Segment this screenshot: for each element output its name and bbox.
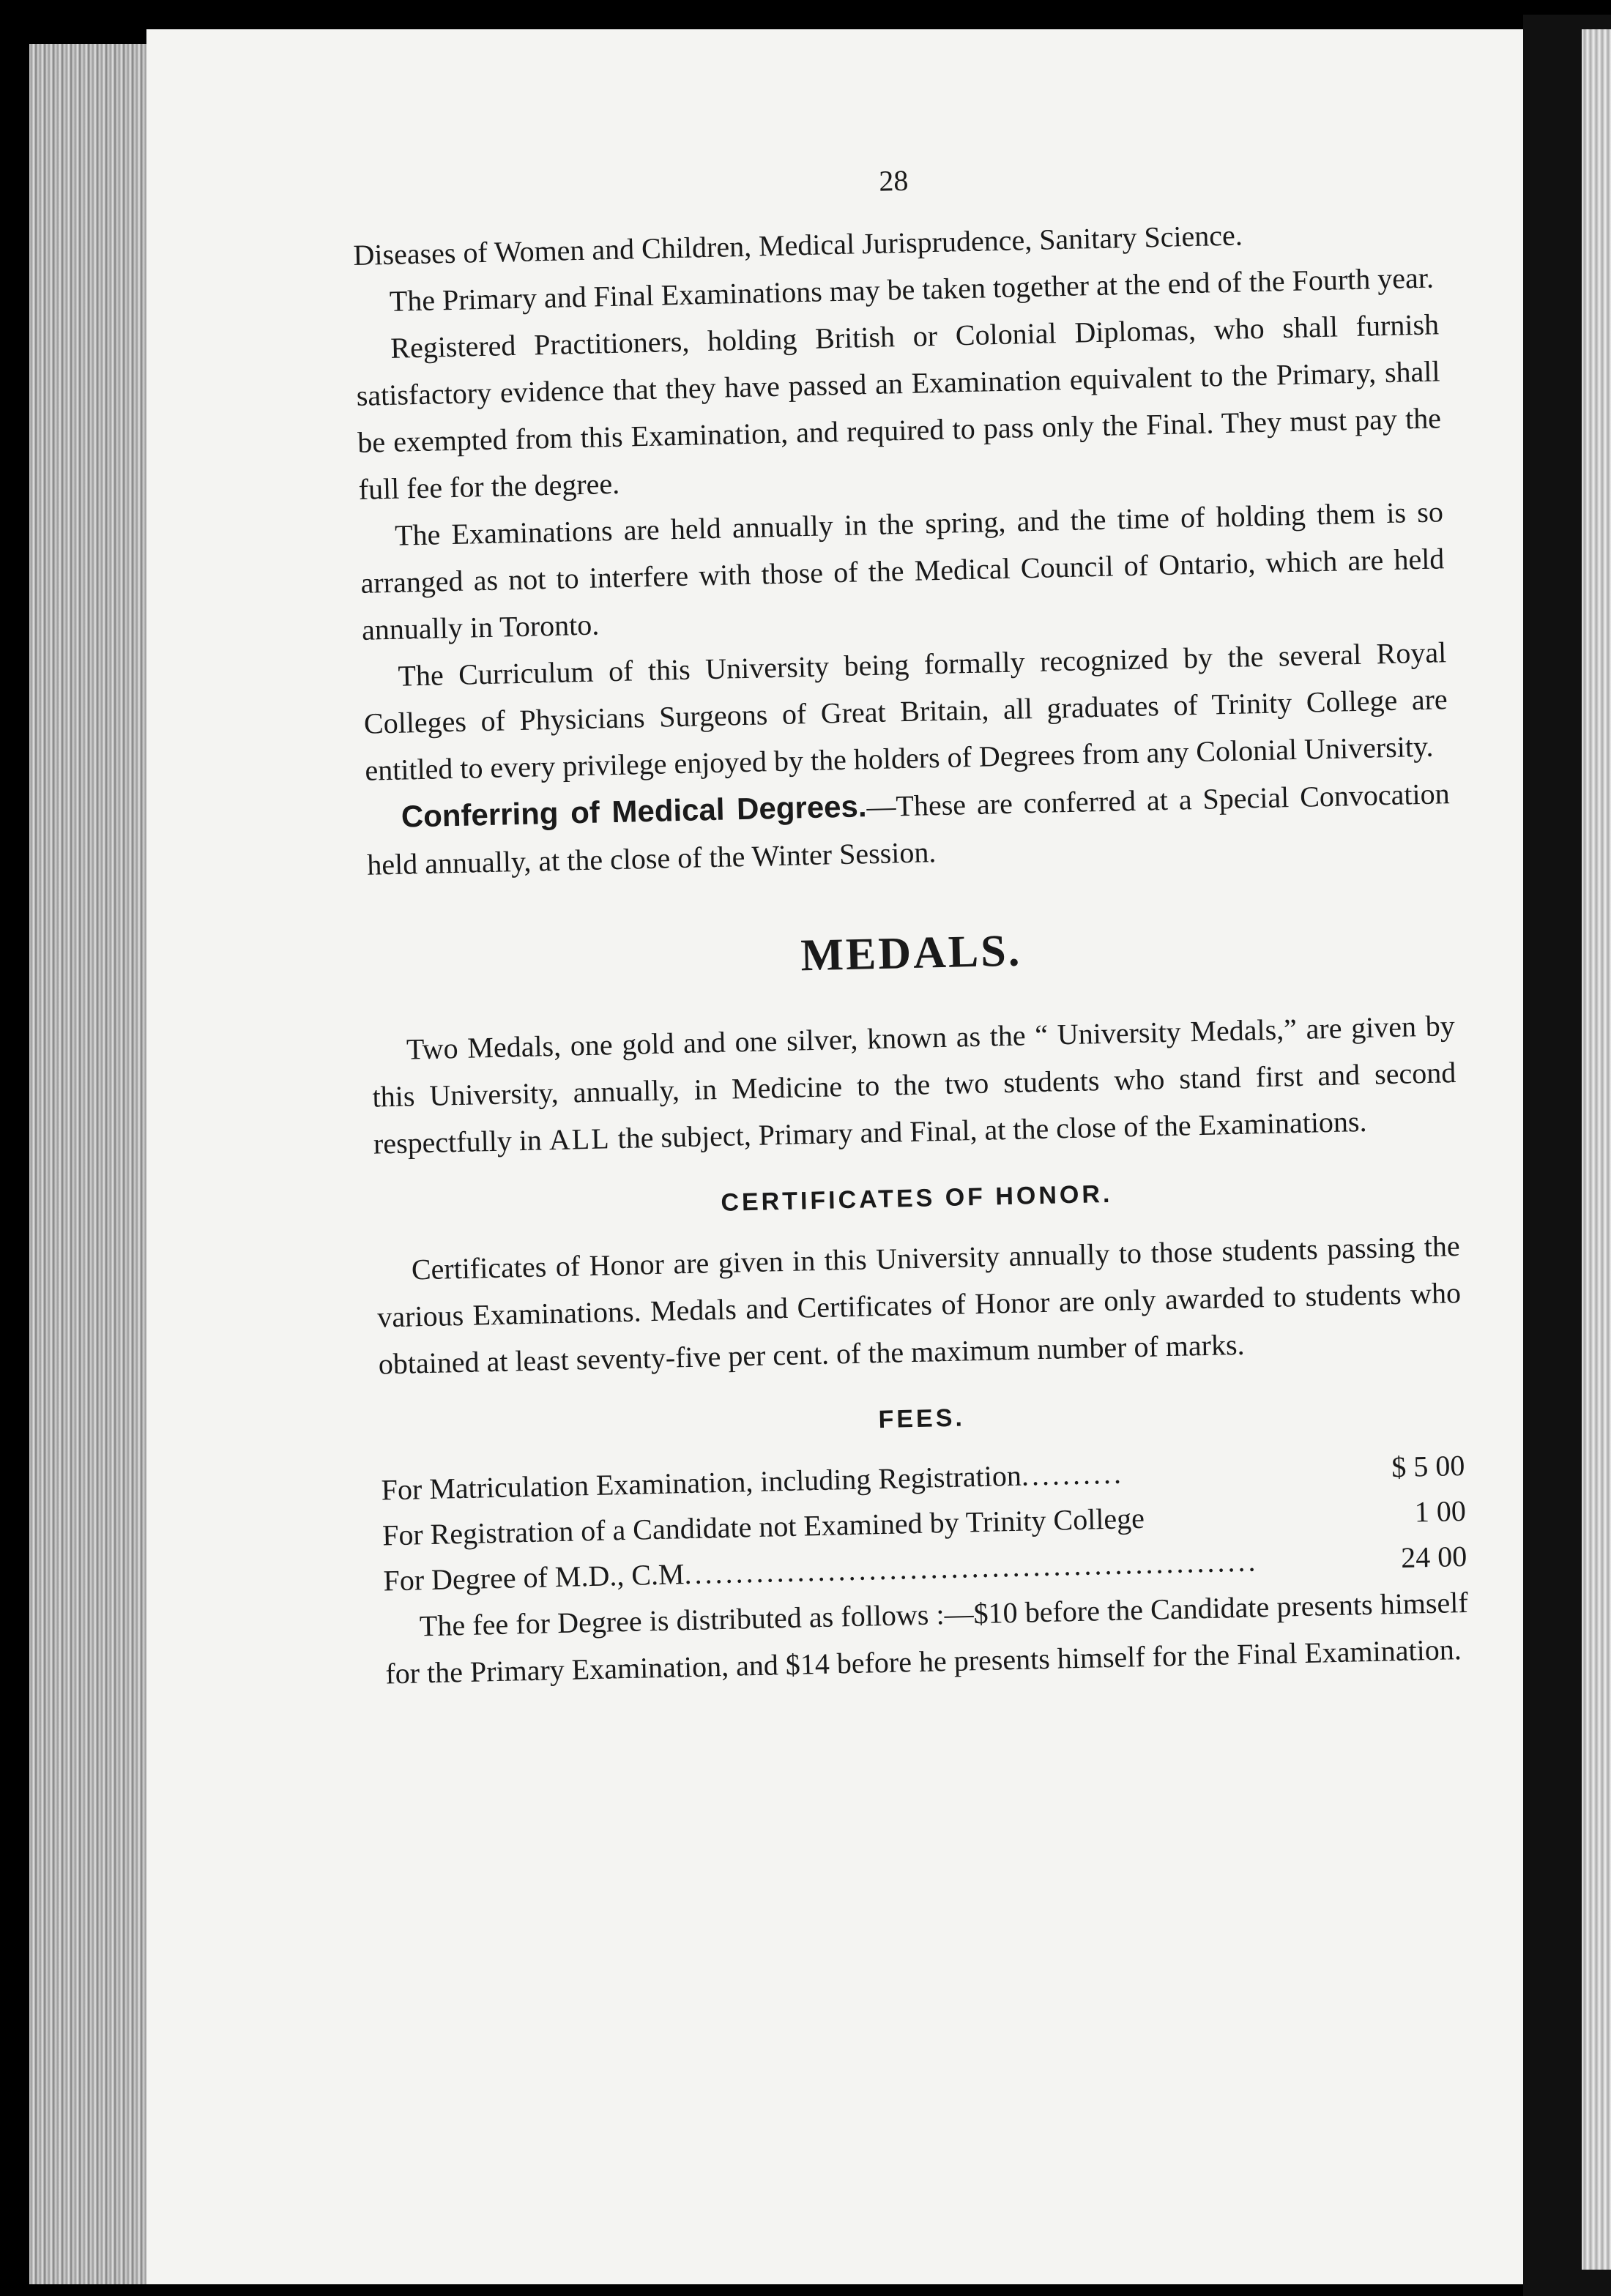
fee-description: For Matriculation Examination, including Registration (381, 1458, 1022, 1507)
medals-text-before: Two Medals, one gold and one silver, known as the “ University Medals,” are given by this University, annually, in Medicine to the two students who stand first and second respectfully in (372, 1009, 1456, 1160)
medals-emphasis: ALL (548, 1122, 611, 1157)
fee-description: For Degree of M.D., C.M (383, 1557, 685, 1598)
honor-heading: CERTIFICATES OF HONOR. (721, 1179, 1113, 1217)
medals-paragraph (371, 1002, 1457, 1168)
intro-paragraph-4: The Examinations are held annually in the spring, and the time of holding them is so arranged as not to interfere with those of the Medical Council of Ontario, which are held annually in Toronto. (360, 495, 1445, 646)
page-number: 28 (878, 163, 909, 198)
fee-amount: $ 5 00 (1391, 1448, 1465, 1484)
fees-note: The fee for Degree is distributed as follows :—$10 before the Candidate presents himself for the Primary Examination, and $14 before he presents himself for the Final Examination. (384, 1585, 1469, 1691)
conferring-heading: Conferring of Medical Degrees. (401, 789, 868, 834)
conferring-text: —These are conferred at a Special Convocation held annually, at the close of the Winter Session. (366, 777, 1451, 881)
intro-paragraph-1: Diseases of Women and Children, Medical Jurisprudence, Sanitary Science. (352, 218, 1243, 272)
fee-leader-dots: ........................................................ (683, 1544, 1259, 1591)
facing-page-edge (1523, 15, 1611, 2296)
intro-paragraph-2: The Primary and Final Examinations may be taken together at the end of the Fourth year. (389, 261, 1435, 318)
fee-leader-dots (1145, 1523, 1356, 1528)
page-content (351, 151, 1470, 1697)
honor-paragraph: Certificates of Honor are given in this University annually to those students passing the various Examinations. Medals and Certificates of Honor are only awarded to students who obtained at least seventy-five per cent. of the maximum number of marks. (376, 1229, 1462, 1381)
fee-leader-dots: .......... (1021, 1456, 1125, 1492)
fees-heading: FEES. (878, 1404, 966, 1434)
facing-page-strip (1582, 29, 1611, 2270)
fee-amount: 1 00 (1414, 1494, 1467, 1529)
fees-table (381, 1443, 1467, 1604)
medals-text-after: the subject, Primary and Final, at the close of the Examinations. (610, 1104, 1367, 1155)
intro-paragraph-5: The Curriculum of this University being formally recognized by the several Royal Colleges of Physicians Surgeons of Great Britain, all graduates of Trinity College are entitled to every privilege enjoyed by the holders of Degrees from any Colonial University. (363, 636, 1448, 787)
medals-heading: MEDALS. (800, 925, 1022, 981)
intro-paragraph-3: Registered Practitioners, holding British or Colonial Diplomas, who shall furnish satisfactory evidence that they have passed an Examination equivalent to the Primary, shall be exempted from this Examination, and required to pass only the Final. They must pay the full fee for the degree. (356, 308, 1442, 506)
fee-description: For Registration of a Candidate not Examined by Trinity College (382, 1501, 1145, 1552)
fee-amount: 24 00 (1400, 1539, 1467, 1574)
